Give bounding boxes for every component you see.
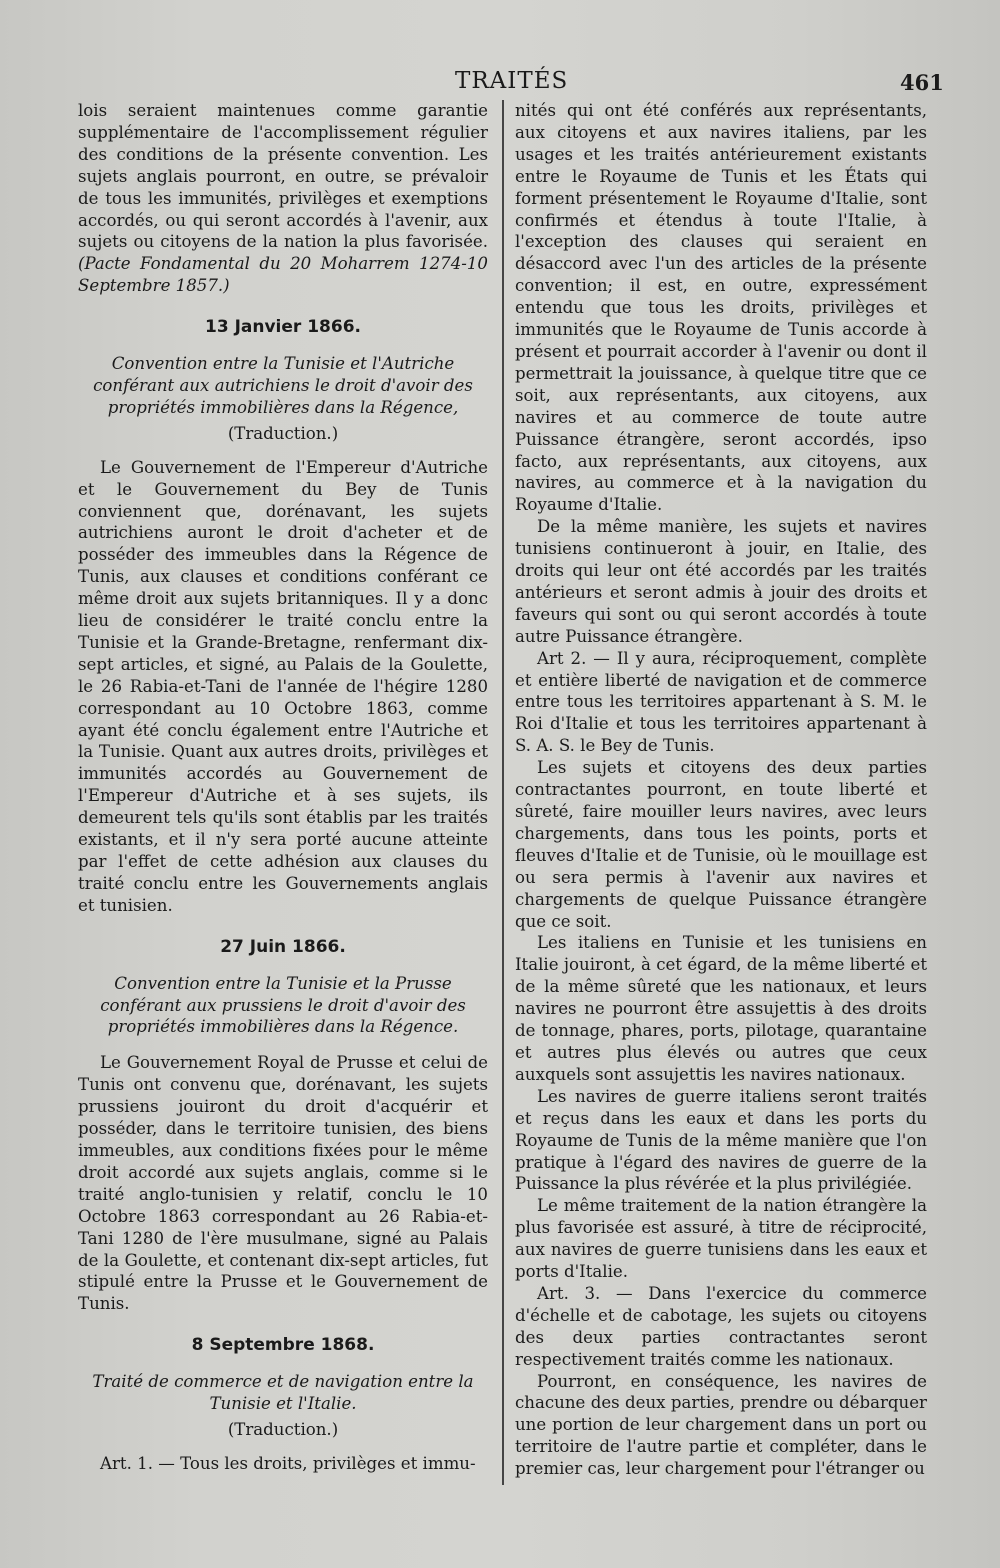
paragraph: Les navires de guerre italiens seront traités et reçus dans les eaux et dans les ports du Royaume de Tunis de la même manière que l'on pratique à l'égard des navires de guerre de la Puissance la plus révérée et la plus privilégiée. — [515, 1086, 927, 1194]
section-title: Convention entre la Tunisie et la Prusse conférant aux prussiens le droit d'avoir des propriétés immobilières dans la Régence. — [100, 973, 466, 1037]
section-title: Convention entre la Tunisie et l'Autriche conférant aux autrichiens le droit d'avoir des propriétés immobilières dans la Régence, — [93, 354, 473, 417]
paragraph: De la même manière, les sujets et navires tunisiens continueront à jouir, en Italie, des droits qui leur ont été accordés par les traités antérieurs et seront admis à jouir des droits et faveurs qui sont ou qui seront accordés à toute autre Puissance étrangère. — [515, 517, 927, 646]
paragraph: Le Gouvernement de l'Empereur d'Autriche et le Gouvernement du Bey de Tunis conviennent que, dorénavant, les sujets autrichiens auront le droit d'acheter et de posséder des immeubles dans la Régence de Tunis, aux clauses et conditions conférant ce même droit aux sujets britanniques. Il y a donc lieu de considérer le traité conclu entre la Tunisie et la Grande-Bretagne, renfermant dix-sept articles, et signé, au Palais de la Goulette, le 26 Rabia-et-Tani de l'année de l'hégire 1280 correspondant au 10 Octobre 1863, comme ayant été conclu également entre l'Autriche et la Tunisie. Quant aux autres droits, privilèges et immunités accordés au Gouvernement de l'Empereur d'Autriche et à ses sujets, ils demeurent tels qu'ils sont établis par les traités existants, et il n'y sera porté aucune atteinte par l'effet de cette adhésion aux clauses du traité conclu entre les Gouvernements anglais et tunisien. — [78, 457, 488, 915]
running-header — [0, 64, 1000, 94]
section-date: 27 Juin 1866. — [220, 936, 346, 957]
left-column — [78, 100, 488, 1475]
paragraph: Les italiens en Tunisie et les tunisiens en Italie jouiront, à cet égard, de la même liberté et de la même sûreté que les nationaux, et leurs navires ne pourront être assujettis à des droits de tonnage, phares, ports, pilotage, quarantaine et autres plus élevés ou autres que ceux auxquels sont assujettis les navires nationaux. — [515, 933, 927, 1084]
translation-note: (Traduction.) — [227, 423, 339, 443]
paragraph — [78, 100, 488, 297]
paragraph: Pourront, en conséquence, les navires de chacune des deux parties, prendre ou débarquer une portion de leur chargement dans un port ou territoire de l'autre partie et compléter, dans le premier cas, leur chargement pour l'étranger ou — [515, 1371, 927, 1479]
paragraph: Art 2. — Il y aura, réciproquement, complète et entière liberté de navigation et de commerce entre tous les territoires appartenant à S. M. le Roi d'Italie et tous les territoires appartenant à S. A. S. le Bey de Tunis. — [515, 648, 927, 756]
translation-note: (Traduction.) — [227, 1419, 339, 1439]
running-title: TRAITÉS — [455, 68, 569, 94]
right-column — [515, 100, 927, 1480]
section-date: 8 Septembre 1868. — [191, 1335, 375, 1356]
paragraph: Les sujets et citoyens des deux parties contractantes pourront, en toute liberté et sûreté, faire mouiller leurs navires, avec leurs chargements, dans tous les points, ports et fleuves d'Italie et de Tunisie, où le mouillage est ou sera permis à l'avenir aux navires et chargements de quelque Puissance étrangère que ce soit. — [515, 758, 927, 931]
paragraph: Art. 3. — Dans l'exercice du commerce d'échelle et de cabotage, les sujets ou citoyens des deux parties contractantes seront respectivement traités comme les nationaux. — [515, 1283, 927, 1369]
paragraph-text: lois seraient maintenues comme garantie supplémentaire de l'accomplissement régulier des conditions de la présente convention. Les sujets anglais pourront, en outre, se prévaloir de tous les immunités, privilèges et exemptions accordés, ou qui seront accordés à l'avenir, aux sujets ou citoyens de la nation la plus favorisée. — [78, 101, 488, 252]
column-divider — [502, 100, 504, 1485]
section-title: Traité de commerce et de navigation entre la Tunisie et l'Italie. — [92, 1372, 474, 1414]
page-number: 461 — [900, 70, 944, 95]
section-date: 13 Janvier 1866. — [205, 317, 361, 338]
reference-note: (Pacte Fondamental du 20 Moharrem 1274-10 Septembre 1857.) — [78, 254, 488, 296]
paragraph: Le Gouvernement Royal de Prusse et celui de Tunis ont convenu que, dorénavant, les sujets prussiens jouiront du droit d'acquérir et posséder, dans le territoire tunisien, des biens immeubles, aux conditions fixées pour le même droit accordé aux sujets anglais, comme si le traité anglo-tunisien y relatif, conclu le 10 Octobre 1863 correspondant au 26 Rabia-et-Tani 1280 de l'ère musulmane, signé au Palais de la Goulette, et contenant dix-sept articles, fut stipulé entre la Prusse et le Gouvernement de Tunis. — [78, 1053, 488, 1314]
article-start: Art. 1. — Tous les droits, privilèges et immu- — [100, 1453, 476, 1473]
paragraph: Le même traitement de la nation étrangère la plus favorisée est assuré, à titre de réciprocité, aux navires de guerre tunisiens dans les eaux et ports d'Italie. — [515, 1196, 927, 1282]
paragraph: nités qui ont été conférés aux représentants, aux citoyens et aux navires italiens, par les usages et les traités antérieurement existants entre le Royaume de Tunis et les États qui forment présentement le Royaume d'Italie, sont confirmés et étendus à toute l'Italie, à l'exception des clauses qui seraient en désaccord avec l'un des articles de la présente convention; il est, en outre, expressément entendu que tous les droits, privilèges et immunités que le Royaume de Tunis accorde à présent et pourrait accorder à l'avenir ou dont il permettrait la jouissance, à quelque titre que ce soit, aux représentants, aux citoyens, aux navires et au commerce de toute autre Puissance étrangère, seront accordés, ipso facto, aux représentants, aux citoyens, aux navires, au commerce et à la navigation du Royaume d'Italie. — [515, 101, 927, 515]
